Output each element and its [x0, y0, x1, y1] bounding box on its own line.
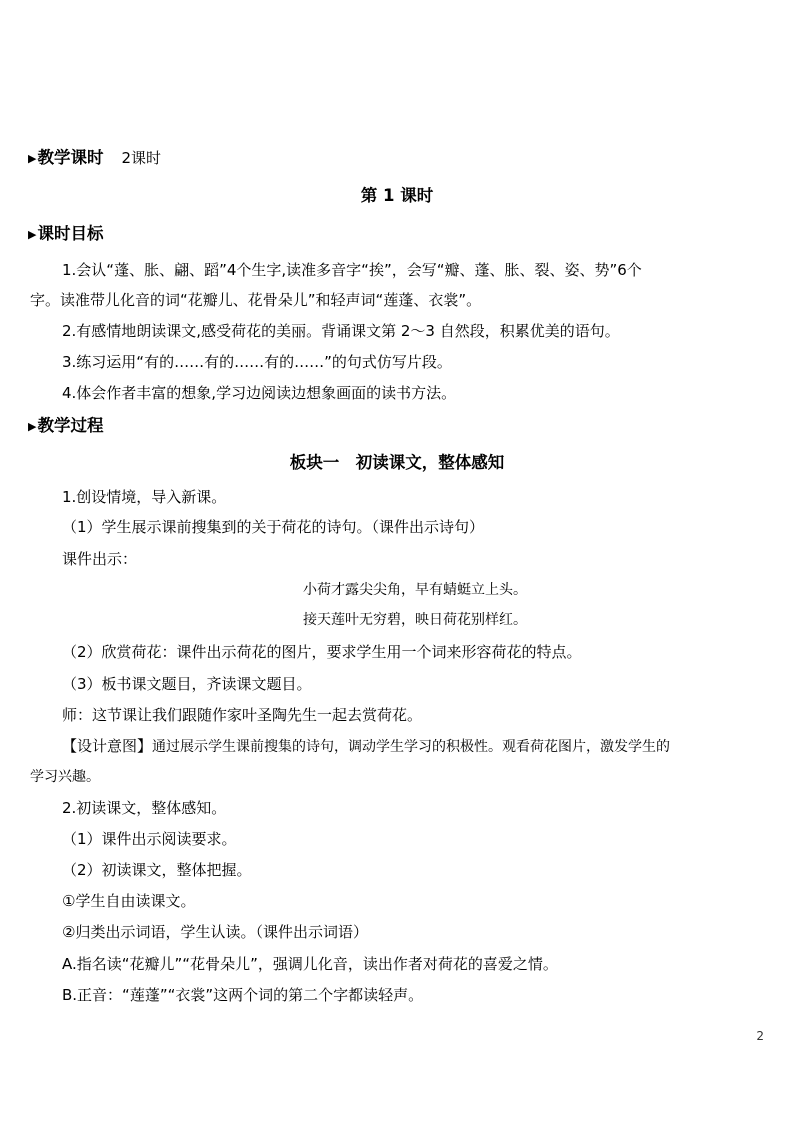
goal-line: 字。读准带儿化音的词“花瓣儿、花骨朵儿”和轻声词“莲蓬、衣裳”。: [30, 291, 482, 309]
poem-line: 接天莲叶无穷碧，映日荷花别样红。: [303, 612, 527, 628]
goal-line: 3.练习运用“有的……有的……有的……”的句式仿写片段。: [62, 353, 452, 371]
triangle-bullet-icon: ▶: [28, 228, 37, 241]
step1-item2: （2）欣赏荷花：课件出示荷花的图片，要求学生用一个词来形容荷花的特点。: [62, 643, 582, 661]
goal-line: 2.有感情地朗读课文,感受荷花的美丽。背诵课文第 2～3 自然段，积累优美的语句。: [62, 322, 620, 340]
step2-title: 2.初读课文，整体感知。: [62, 799, 227, 817]
design-intent: [62, 736, 670, 757]
step1-item3: （3）板书课文题目，齐读课文题目。: [62, 675, 312, 693]
courseware-label: 课件出示：: [62, 550, 138, 568]
process-heading-label: 教学过程: [37, 416, 104, 435]
page-number: 2: [756, 1029, 764, 1043]
triangle-bullet-icon: ▶: [28, 420, 37, 433]
teacher-line: 师：这节课让我们跟随作家叶圣陶先生一起去赏荷花。: [62, 706, 423, 724]
step2-sub1: ①学生自由读课文。: [62, 892, 196, 910]
poem-line: 小荷才露尖尖角，早有蜻蜓立上头。: [303, 582, 527, 598]
block-title: 板块一 初读课文，整体感知: [289, 453, 505, 472]
design-intent-continued: 学习兴趣。: [30, 769, 100, 785]
goals-heading-label: 课时目标: [37, 224, 104, 243]
step2-b: B.正音：“莲蓬”“衣裳”这两个词的第二个字都读轻声。: [62, 986, 424, 1004]
step2-a: A.指名读“花瓣儿”“花骨朵儿”，强调儿化音，读出作者对荷花的喜爱之情。: [62, 955, 558, 973]
step2-item2: （2）初读课文，整体把握。: [62, 861, 252, 879]
triangle-bullet-icon: ▶: [28, 152, 37, 165]
lesson-hours-value: 2课时: [121, 149, 162, 167]
step1-title: 1.创设情境，导入新课。: [62, 488, 227, 506]
step2-sub2: ②归类出示词语，学生认读。（课件出示词语）: [62, 923, 368, 941]
lesson-hours-header: [28, 148, 161, 170]
step2-item1: （1）课件出示阅读要求。: [62, 830, 237, 848]
goals-heading: [28, 224, 103, 246]
step1-item1: （1）学生展示课前搜集到的关于荷花的诗句。（课件出示诗句）: [62, 518, 485, 536]
goal-line: 1.会认“蓬、胀、翩、蹈”4个生字,读准多音字“挨”，会写“瓣、蓬、胀、裂、姿、势”6个: [62, 261, 642, 279]
design-intent-text: 通过展示学生课前搜集的诗句，调动学生学习的积极性。观看荷花图片，激发学生的: [152, 739, 671, 755]
lesson-hours-label: 教学课时: [37, 148, 104, 167]
process-heading: [28, 416, 103, 438]
design-intent-tag: 【设计意图】: [62, 737, 153, 755]
goal-line: 4.体会作者丰富的想象,学习边阅读边想象画面的读书方法。: [62, 384, 457, 402]
lesson-title: 第 1 课时: [360, 186, 434, 205]
